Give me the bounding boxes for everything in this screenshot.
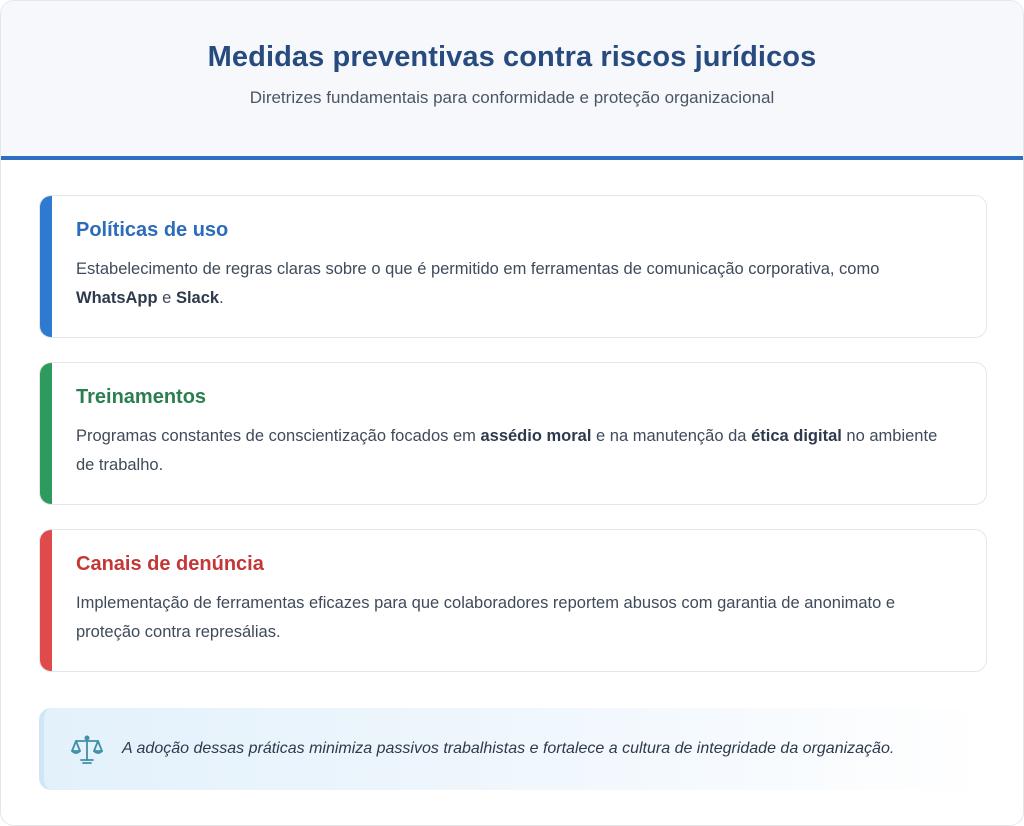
card-emphasis: WhatsApp [76,289,158,307]
card-emphasis: assédio moral [480,427,592,445]
page-title: Medidas preventivas contra riscos jurídicos [207,41,817,73]
header [1,1,1023,160]
summary-note [39,708,987,790]
card-text: e na manutenção da [591,427,752,445]
card-accent-bar [40,530,52,671]
card-text: Estabelecimento de regras claras sobre o que é permitido em ferramentas de comunicação corporativa, como [76,260,880,278]
card-title: Canais de denúncia [76,553,264,575]
card-text: . [219,289,224,307]
card-body [76,255,946,313]
card-text: Implementação de ferramentas eficazes para que colaboradores reportem abusos com garantia de anonimato e proteção contra represálias. [76,594,896,641]
summary-text: A adoção dessas práticas minimiza passivos trabalhistas e fortalece a cultura de integridade da organização. [122,740,895,757]
card-title: Políticas de uso [76,219,229,241]
scales-icon [70,731,106,767]
card-text: Programas constantes de conscientização focados em [76,427,481,445]
card-body [76,422,946,480]
card-text: no ambiente de trabalho. [76,427,938,474]
measures-list [39,195,987,696]
card-accent-bar [40,363,52,504]
card-accent-bar [40,196,52,337]
card-usage-policies [39,195,987,338]
card-title: Treinamentos [76,386,207,408]
page-subtitle: Diretrizes fundamentais para conformidade e proteção organizacional [249,88,775,107]
card-emphasis: Slack [175,289,220,307]
card-emphasis: ética digital [751,427,842,445]
card-body [76,589,946,647]
card-reporting-channels [39,529,987,672]
card-text: e [157,289,176,307]
card-trainings [39,362,987,505]
